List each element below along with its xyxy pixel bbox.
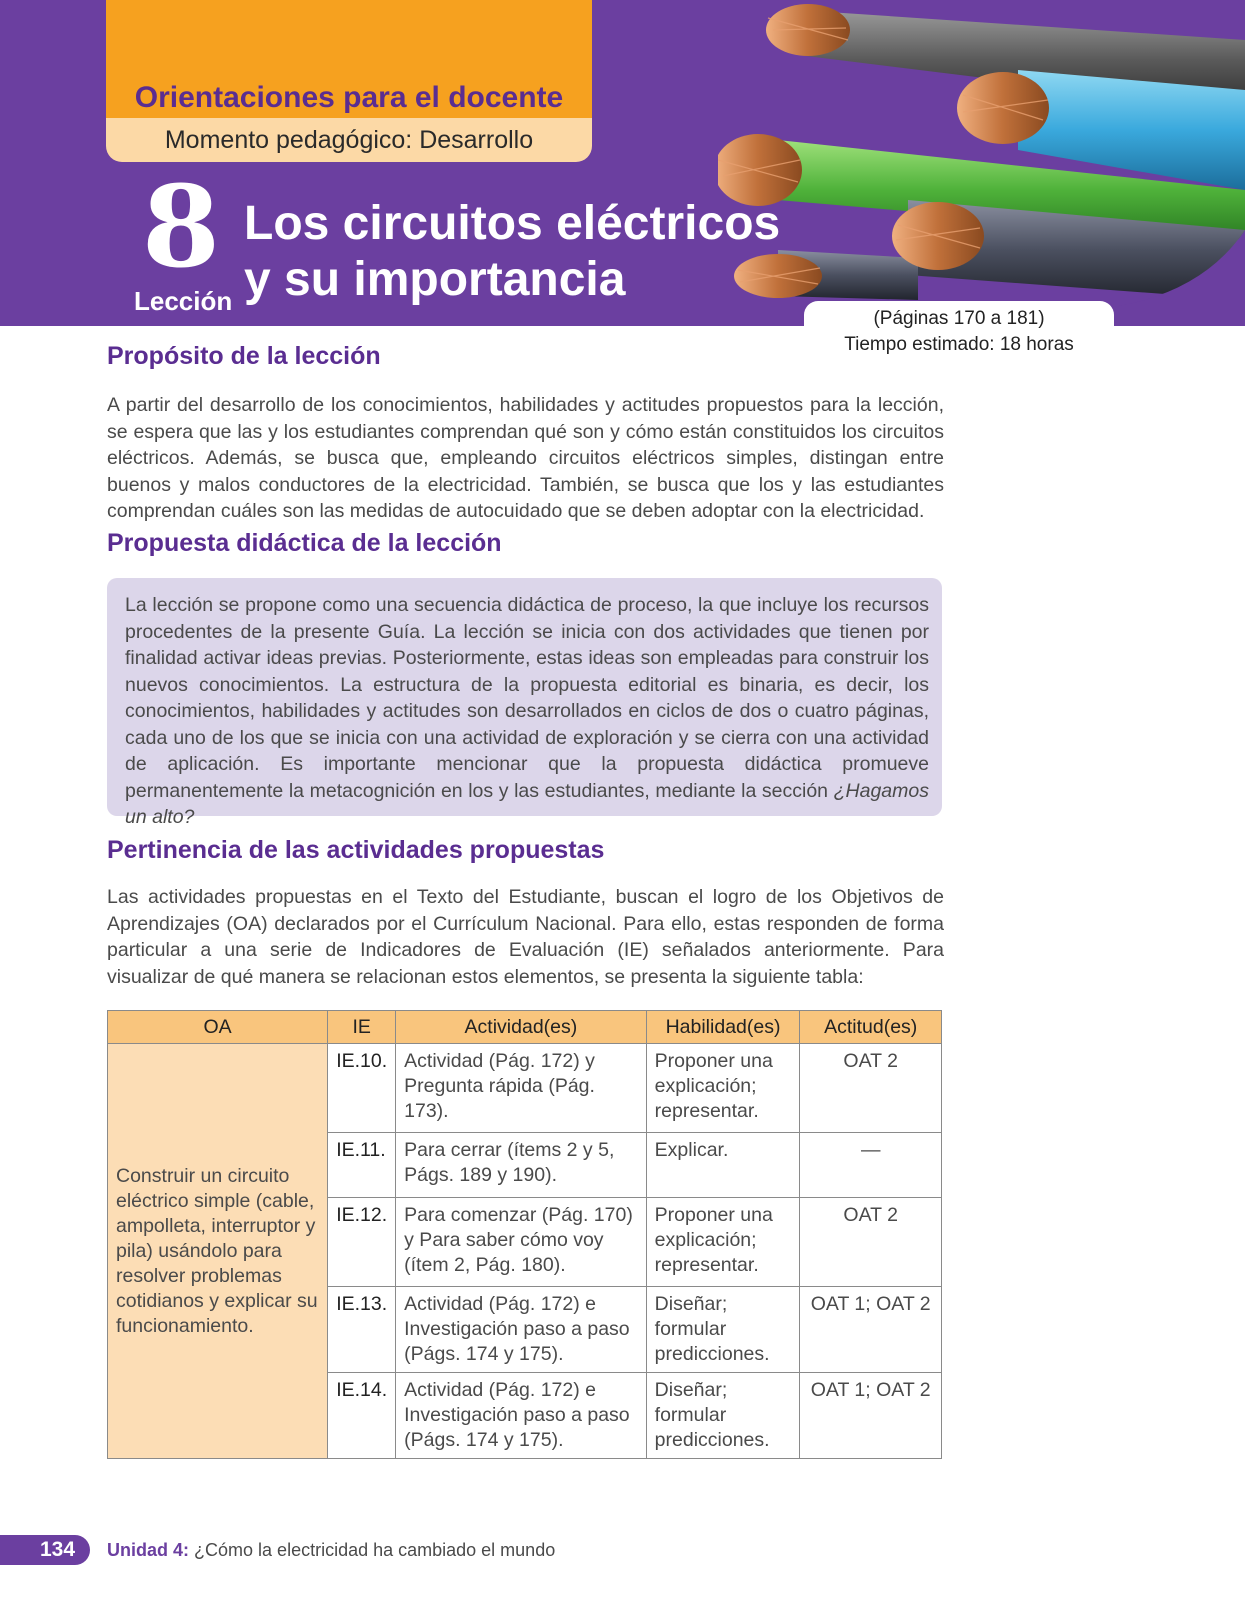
header-habilidad: Habilidad(es) [646, 1011, 800, 1044]
oa-table [107, 1010, 942, 1459]
actitud-cell: OAT 1; OAT 2 [800, 1373, 942, 1459]
footer-unit-label: Unidad 4: [107, 1540, 190, 1560]
propuesta-text [125, 592, 929, 831]
ie-cell: IE.11. [328, 1133, 396, 1198]
habilidad-cell: Explicar. [646, 1133, 800, 1198]
habilidad-cell: Proponer una explicación; representar. [646, 1044, 800, 1133]
page-number: 134 [0, 1535, 90, 1565]
footer-unit-line [107, 1540, 555, 1561]
table-row [108, 1044, 942, 1133]
ie-cell: IE.10. [328, 1044, 396, 1133]
propuesta-heading: Propuesta didáctica de la lección [107, 529, 502, 557]
propuesta-section-name: ¿Hagamos un alto? [125, 779, 929, 828]
lesson-title-line1: Los circuitos eléctricos [244, 197, 781, 250]
actividad-cell: Para comenzar (Pág. 170) y Para saber cómo voy (ítem 2, Pág. 180). [396, 1198, 647, 1287]
pages-info [804, 306, 1114, 358]
propuesta-body: La lección se propone como una secuencia didáctica de proceso, la que incluye los recursos procedentes de la presente Guía. La lección se inicia con dos actividades que tienen por finalidad activar ideas previas. Posteriormente, estas ideas son empleadas para construir los nuevos conocimientos. La estructura de la propuesta editorial es binaria, es decir, los conocimientos, habilidades y actitudes son desarrollados en ciclos de dos o cuatro páginas, cada uno de los que se inicia con una actividad de exploración y se cierra con una actividad de aplicación. Es importante mencionar que la propuesta didáctica promueve permanentemente la metacognición en los y las estudiantes, mediante la sección [125, 594, 929, 802]
footer-unit-title: ¿Cómo la electricidad ha cambiado el mundo [194, 1540, 556, 1560]
header-oa: OA [108, 1011, 328, 1044]
propuesta-box [107, 578, 942, 828]
lesson-title-line2: y su importancia [244, 253, 626, 306]
pertinencia-text: Las actividades propuestas en el Texto del Estudiante, buscan el logro de los Objetivos de Aprendizajes (OA) declarados por el Currículum Nacional. Para ello, estas responden de forma particular a una serie de Indicadores de Evaluación (IE) señalados anteriormente. Para visualizar de qué manera se relacionan estos elementos, se presenta la siguiente tabla: [107, 886, 944, 988]
actitud-cell: — [800, 1133, 942, 1198]
pages-range: (Páginas 170 a 181) [873, 308, 1045, 329]
estimated-time: Tiempo estimado: 18 horas [844, 334, 1074, 355]
actividad-cell: Actividad (Pág. 172) e Investigación paso a paso (Págs. 174 y 175). [396, 1287, 647, 1373]
header-ie: IE [328, 1011, 396, 1044]
actitud-cell: OAT 2 [800, 1044, 942, 1133]
habilidad-cell: Diseñar; formular predicciones. [646, 1287, 800, 1373]
lesson-title [244, 196, 780, 308]
lesson-number: 8 [142, 162, 220, 293]
ie-cell: IE.14. [328, 1373, 396, 1459]
ie-cell: IE.12. [328, 1198, 396, 1287]
header-actitud: Actitud(es) [800, 1011, 942, 1044]
lesson-label: Lección [134, 286, 233, 316]
actitud-cell: OAT 1; OAT 2 [800, 1287, 942, 1373]
pertinencia-heading: Pertinencia de las actividades propuestas [107, 836, 605, 864]
habilidad-cell: Diseñar; formular predicciones. [646, 1373, 800, 1459]
table-header-row [108, 1011, 942, 1044]
habilidad-cell: Proponer una explicación; representar. [646, 1198, 800, 1287]
ie-cell: IE.13. [328, 1287, 396, 1373]
proposito-heading: Propósito de la lección [107, 342, 381, 370]
actividad-cell: Actividad (Pág. 172) y Pregunta rápida (Pág. 173). [396, 1044, 647, 1133]
electric-cables-image [718, 0, 1245, 326]
oa-cell: Construir un circuito eléctrico simple (cable, ampolleta, interruptor y pila) usándolo para resolver problemas cotidianos y explicar su funcionamiento. [108, 1044, 328, 1459]
orientaciones-title: Orientaciones para el docente [134, 81, 564, 114]
momento-label: Momento pedagógico: Desarrollo [106, 118, 592, 162]
proposito-text: A partir del desarrollo de los conocimientos, habilidades y actitudes propuestos para la lección, se espera que las y los estudiantes comprendan qué son y cómo están constituidos los circuitos eléctricos. Además, se busca que, empleando circuitos eléctricos simples, distingan entre buenos y malos conductores de la electricidad. También, se busca que los y las estudiantes comprendan cuáles son las medidas de autocuidado que se deben adoptar con la electricidad. [107, 394, 944, 522]
actitud-cell: OAT 2 [800, 1198, 942, 1287]
actividad-cell: Actividad (Pág. 172) e Investigación paso a paso (Págs. 174 y 175). [396, 1373, 647, 1459]
header-actividad: Actividad(es) [396, 1011, 647, 1044]
actividad-cell: Para cerrar (ítems 2 y 5, Págs. 189 y 190). [396, 1133, 647, 1198]
